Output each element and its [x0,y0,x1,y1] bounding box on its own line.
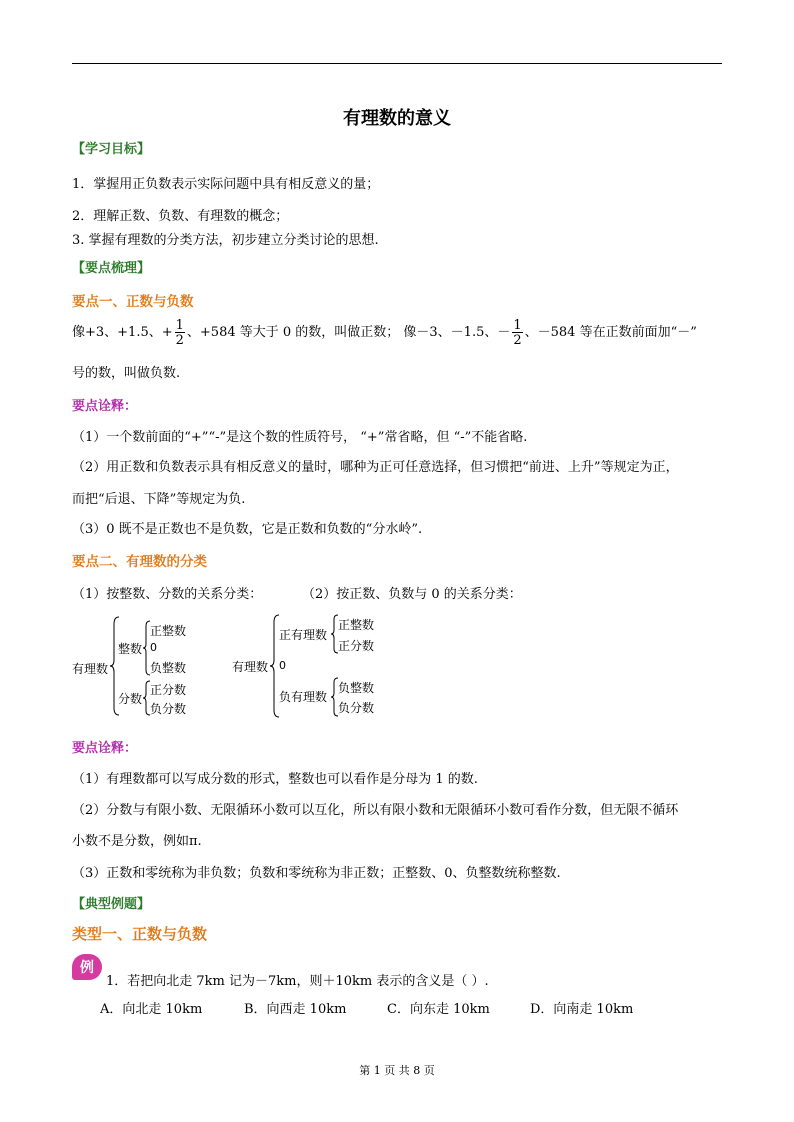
point2-note-2: （2）分数与有限小数、无限循环小数可以互化，所以有限小数和无限循环小数可看作分数，但无限不循环 [72,803,679,818]
point1-heading: 要点一、正数与负数 [72,294,194,310]
point2-note-1: （1）有理数都可以写成分数的形式，整数也可以看作是分母为 1 的数. [72,772,478,787]
tree1-fraction: 分数 [118,692,143,706]
definition-text-a: 像+3、+1.5、+ [72,325,173,340]
fraction-one-half-2: $\frac{1}{2}$ [513,317,522,348]
goal-item-3: 3. 掌握有理数的分类方法，初步建立分类讨论的思想. [72,233,379,248]
section-keypoints-heading: 【要点梳理】 [72,261,151,276]
tree2-positive-integer: 正整数 [338,618,375,632]
tree1-negative-integer: 负整数 [150,661,187,675]
header-rule [72,63,722,64]
point2-note-4: （3）正数和零统称为非负数；负数和零统称为非正数；正整数、0、负整数统称整数. [72,866,561,881]
tree1-positive-integer: 正整数 [150,624,187,638]
type1-heading: 类型一、正数与负数 [72,925,208,943]
tree2-negative-rational: 负有理数 [279,690,328,704]
tree2-positive-fraction: 正分数 [338,639,375,653]
point2-heading: 要点二、有理数的分类 [72,554,207,570]
option-a: A．向北走 10km [100,1002,203,1017]
point2-note-heading: 要点诠释： [72,741,138,756]
option-c: C．向东走 10km [387,1002,490,1017]
goal-item-2: 2．理解正数、负数、有理数的概念； [72,209,289,224]
point1-note-heading: 要点诠释： [72,399,138,414]
point1-note-2: （2）用正数和负数表示具有相反意义的量时，哪种为正可任意选择，但习惯把“前进、上升”等规定为正， [72,460,679,475]
classification-intro-left: （1）按整数、分数的关系分类： [72,587,263,602]
point1-note-4: （3）0 既不是正数也不是负数，它是正数和负数的“分水岭”. [72,522,423,537]
tree1-negative-fraction: 负分数 [150,702,187,716]
page-footer: 第 1 页 共 8 页 [359,1064,435,1077]
section-examples-heading: 【典型例题】 [72,897,151,912]
point1-note-3: 而把“后退、下降”等规定为负. [72,492,246,507]
fraction-one-half: $\frac{1}{2}$ [175,317,184,348]
tree1-positive-fraction: 正分数 [150,683,187,697]
tree1-zero: 0 [150,641,157,654]
option-d: D．向南走 10km [530,1002,634,1017]
tree2-negative-integer: 负整数 [338,681,375,695]
goal-item-1: 1．掌握用正负数表示实际问题中具有相反意义的量； [72,177,380,192]
point2-note-3: 小数不是分数，例如π. [72,834,202,849]
classification-intro-right: （2）按正数、负数与 0 的关系分类： [302,587,522,602]
point1-definition-line [72,316,697,350]
tree2-zero: 0 [279,659,286,672]
point1-definition-line2: 号的数，叫做负数. [72,366,181,381]
point1-note-1: （1）一个数前面的“+”“-”是这个数的性质符号， “+”常省略，但 “-”不能省略. [72,430,528,445]
tree1-integer: 整数 [118,642,143,656]
option-b: B．向西走 10km [244,1002,347,1017]
section-goals-heading: 【学习目标】 [72,142,151,157]
tree2-root: 有理数 [232,660,269,674]
tree2-negative-fraction: 负分数 [338,701,375,715]
tree2-positive-rational: 正有理数 [279,628,328,642]
page-title: 有理数的意义 [343,108,451,129]
example1-question: 1．若把向北走 7km 记为－7km，则＋10km 表示的含义是（ ）. [106,974,489,989]
definition-text-b: 、+584 等大于 0 的数，叫做正数； 像－3、－1.5、－ [186,325,511,340]
tree1-root: 有理数 [72,662,109,676]
example-badge-icon: 例 [72,954,102,980]
definition-text-c: 、－584 等在正数前面加“－” [524,325,697,340]
